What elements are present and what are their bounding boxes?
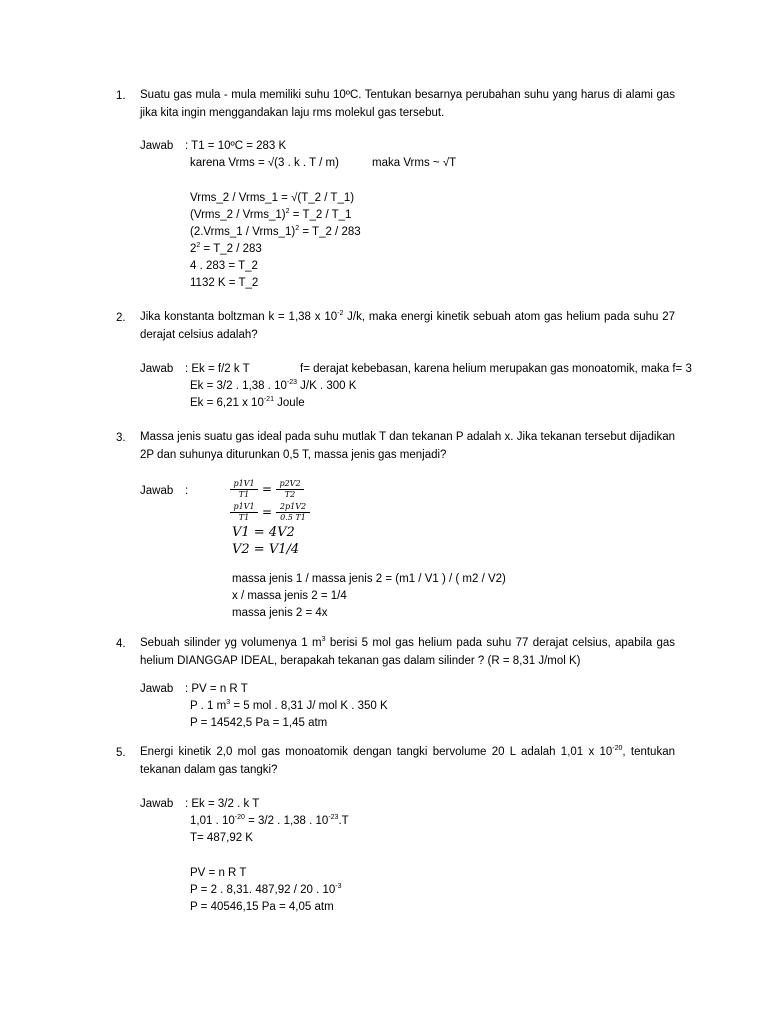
math-line: V1 = 4V2 bbox=[232, 525, 295, 540]
answer-line: f= derajat kebebasan, karena helium merupakan gas monoatomik, maka f= 3 bbox=[300, 363, 692, 375]
jawab-label: Jawab bbox=[140, 140, 174, 152]
answer-line: 4 . 283 = T_2 bbox=[190, 260, 258, 272]
answer-line: P . 1 $m^3 = 5$ mol . 8,31 J/ mol K . 350 K bbox=[190, 699, 388, 712]
answer-line: P = 2 . 8,31. 487,92 / 20 . $10^{-3}$ bbox=[190, 883, 342, 896]
equals-sign: = bbox=[262, 482, 273, 496]
answer-line: Vrms_2 / Vrms_1 = √(T_2 / T_1) bbox=[190, 192, 355, 204]
question-text: Jika konstanta boltzman k = 1,38 x $10^{-2}$ J/k, maka energi kinetik sebuah atom gas helium pada suhu 27 derajat celsius adalah? bbox=[140, 310, 675, 341]
answer-line: maka Vrms ~ √T bbox=[372, 157, 457, 169]
answer-line: karena Vrms = √(3 . k . T / m) bbox=[190, 157, 339, 169]
math-line: V2 = V1/4 bbox=[232, 542, 300, 557]
question-number: 3. bbox=[116, 432, 126, 444]
answer-line: : T1 = 10ºC = 283 K bbox=[185, 140, 287, 152]
answer-line: 1,01 . $10^{-20} = 3/2$ . 1,38 . $10^{-23}.T$ bbox=[190, 814, 349, 827]
question-number: 5. bbox=[116, 747, 126, 759]
answer-line: (Vrms_2 / Vrms_1)$^2$ = T_2 / T_1 bbox=[190, 208, 352, 221]
question-number: 2. bbox=[116, 312, 126, 324]
question-text: Suatu gas mula - mula memiliki suhu 10ºC. Tentukan besarnya perubahan suhu yang harus di alami gas jika kita ingin menggandakan laju rms molekul gas tersebut. bbox=[140, 89, 675, 119]
answer-line: 1132 K = T_2 bbox=[190, 277, 259, 289]
question-number: 4. bbox=[116, 638, 126, 650]
answer-line: : Ek = f/2 k T bbox=[185, 363, 250, 375]
answer-line: $2^2$ = T_2 / 283 bbox=[190, 242, 262, 255]
answer-line: (2.Vrms_1 / Vrms_1)$^2$ = T_2 / 283 bbox=[190, 225, 361, 238]
question-text: Massa jenis suatu gas ideal pada suhu mutlak T dan tekanan P adalah x. Jika tekanan tersebut dijadikan 2P dan suhunya diturunkan 0,5 T, massa jenis gas menjadi? bbox=[140, 431, 675, 461]
fraction: $\frac{p1V1}{T1}$ bbox=[230, 479, 258, 500]
jawab-label: Jawab bbox=[140, 683, 174, 695]
answer-line: x / massa jenis 2 = 1/4 bbox=[232, 590, 347, 602]
question-text: Sebuah silinder yg volumenya 1 $m^3$ berisi 5 mol gas helium pada suhu 77 derajat celsius, apabila gas helium DIANGGAP IDEAL, berapakah tekanan gas dalam silinder ? (R = 8,31 J/mol K) bbox=[140, 636, 675, 667]
answer-line: massa jenis 2 = 4x bbox=[232, 607, 328, 619]
question-text: Energi kinetik 2,0 mol gas monoatomik dengan tangki bervolume 20 L adalah 1,01 x $10^{-20}$, tentukan tekanan dalam gas tangki? bbox=[140, 745, 675, 776]
fraction: $\frac{p2V2}{T2}$ bbox=[276, 479, 304, 500]
answer-line: massa jenis 1 / massa jenis 2 = (m1 / V1 ) / ( m2 / V2) bbox=[232, 573, 506, 585]
answer-line: PV = n R T bbox=[190, 867, 247, 879]
jawab-colon: : bbox=[185, 485, 189, 497]
answer-line: Ek = 3/2 . 1,38 . $10^{-23}$ J/K . 300 K bbox=[190, 379, 357, 392]
fraction: $\frac{p1V1}{T1}$ bbox=[230, 502, 258, 523]
answer-line: T= 487,92 K bbox=[190, 832, 253, 844]
jawab-label: Jawab bbox=[140, 363, 174, 375]
jawab-label: Jawab bbox=[140, 798, 174, 810]
answer-line: : Ek = 3/2 . k T bbox=[185, 798, 260, 810]
jawab-label: Jawab bbox=[140, 485, 174, 497]
answer-line: P = 40546,15 Pa = 4,05 atm bbox=[190, 901, 334, 913]
fraction: $\frac{2p1V2}{0.5 T1}$ bbox=[276, 502, 310, 523]
answer-line: Ek = 6,21 x $10^{-21}$ Joule bbox=[190, 396, 305, 409]
question-number: 1. bbox=[116, 90, 126, 102]
answer-line: : PV = n R T bbox=[185, 683, 248, 695]
equals-sign: = bbox=[262, 505, 273, 519]
answer-line: P = 14542,5 Pa = 1,45 atm bbox=[190, 717, 328, 729]
